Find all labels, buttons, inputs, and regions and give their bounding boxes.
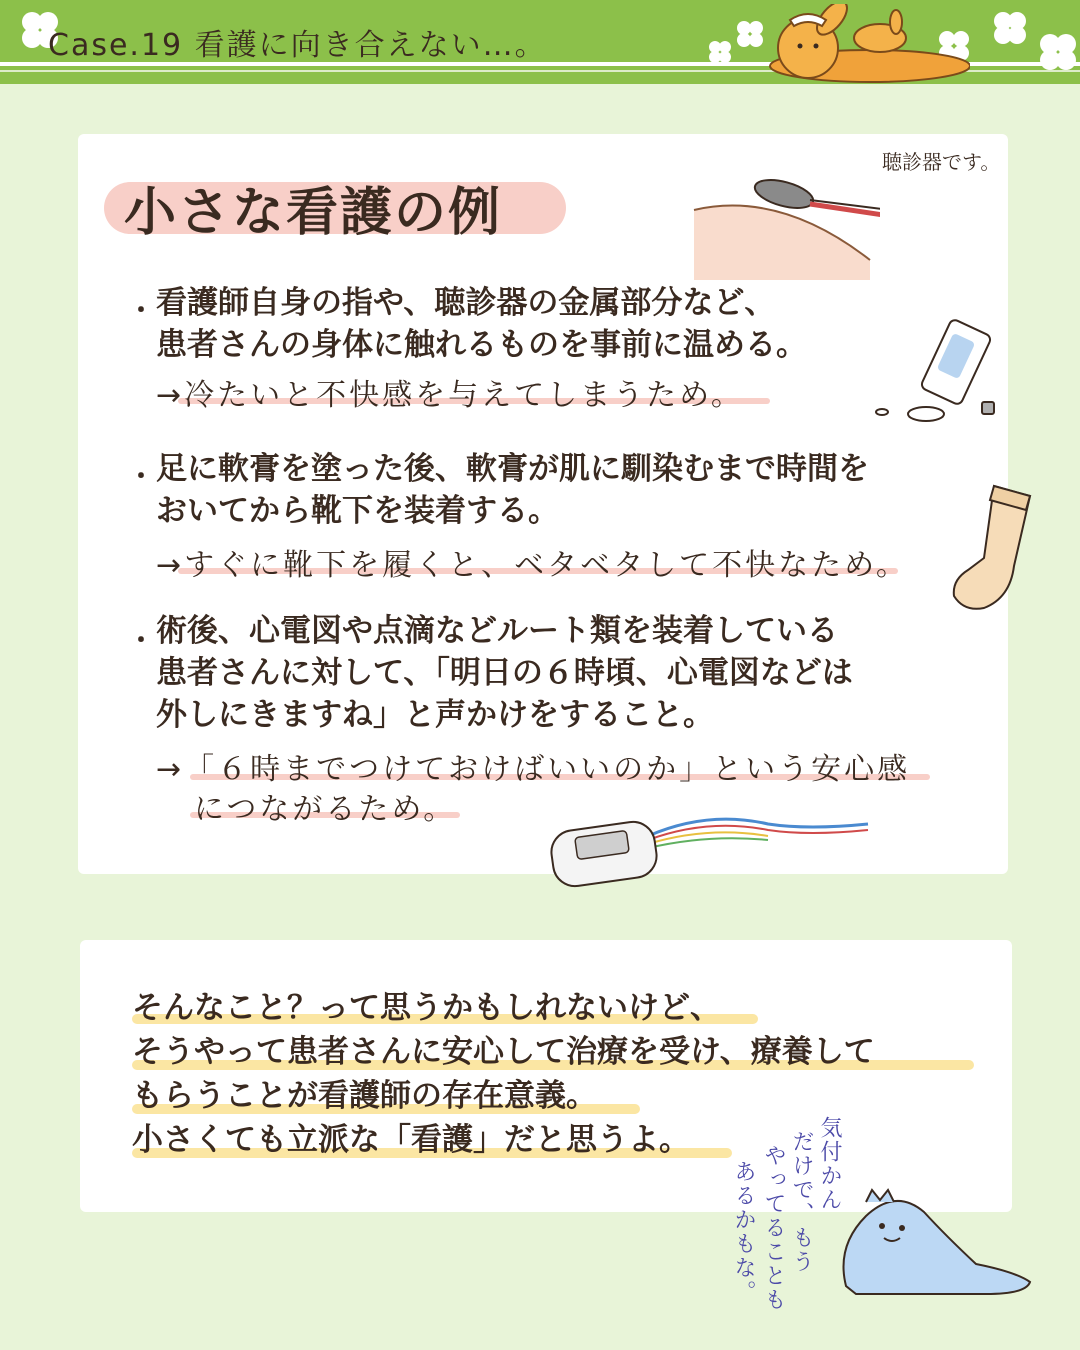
item-1-note: →冷たいと不快感を与えてしまうため。 xyxy=(156,378,744,413)
item-3-note-line-1: →「６時までつけておけばいいのか」という安心感 xyxy=(156,752,911,787)
item-line: 看護師自身の指や、聴診器の金属部分など、 xyxy=(156,285,776,321)
clover-icon xyxy=(1036,30,1080,74)
hand-note-line-4: あるかもな。 xyxy=(731,1160,756,1304)
item-line: 患者さんの身体に触れるものを事前に温める。 xyxy=(156,327,807,363)
item-line: 足に軟膏を塗った後、軟膏が肌に馴染むまで時間を xyxy=(156,451,869,487)
item-line: 患者さんに対して、「明日の６時頃、心電図などは xyxy=(156,655,853,691)
bullet-dot: ・ xyxy=(128,626,155,656)
sock-icon xyxy=(944,480,1040,614)
section-title-badge xyxy=(104,170,566,243)
closing-line-1: そんなこと？って思うかもしれないけど、 xyxy=(132,990,721,1026)
clover-icon xyxy=(990,8,1030,48)
item-2-note: →すぐに靴下を履くと、ベタベタして不快なため。 xyxy=(156,548,909,583)
clover-icon xyxy=(706,38,734,66)
closing-line-2: そうやって患者さんに安心して治療を受け、療養して xyxy=(132,1034,875,1070)
closing-line-4: 小さくても立派な「看護」だと思うよ。 xyxy=(132,1122,690,1158)
ecg-monitor-icon xyxy=(548,800,878,890)
item-line: 外しにきますね」と声かけをすること。 xyxy=(156,697,714,733)
hand-note-line-2: だけで、もう xyxy=(789,1130,814,1274)
bullet-dot: ・ xyxy=(128,296,155,326)
stethoscope-label: 聴診器です。 xyxy=(882,150,1001,174)
section-title: 小さな看護の例 xyxy=(124,183,503,243)
bullet-dot: ・ xyxy=(128,462,155,492)
closing-line-3: もらうことが看護師の存在意義。 xyxy=(132,1078,597,1114)
hand-note-line-3: やってることも xyxy=(761,1144,786,1312)
list-item-3 xyxy=(156,610,956,736)
item-line: おいてから靴下を装着する。 xyxy=(156,493,559,529)
item-3-note-line-2: につながるため。 xyxy=(194,792,457,827)
list-item-1 xyxy=(156,282,956,366)
blue-creature-icon xyxy=(826,1186,1040,1298)
item-line: 術後、心電図や点滴などルート類を装着している xyxy=(156,613,838,649)
rabbit-nurse-icon xyxy=(760,4,970,84)
stethoscope-icon xyxy=(690,150,880,280)
list-item-2 xyxy=(156,448,956,532)
ointment-tube-icon xyxy=(870,318,1010,428)
hand-note-line-1: 気付かん xyxy=(817,1116,842,1212)
case-title: Case.19 看護に向き合えない…。 xyxy=(48,28,547,63)
